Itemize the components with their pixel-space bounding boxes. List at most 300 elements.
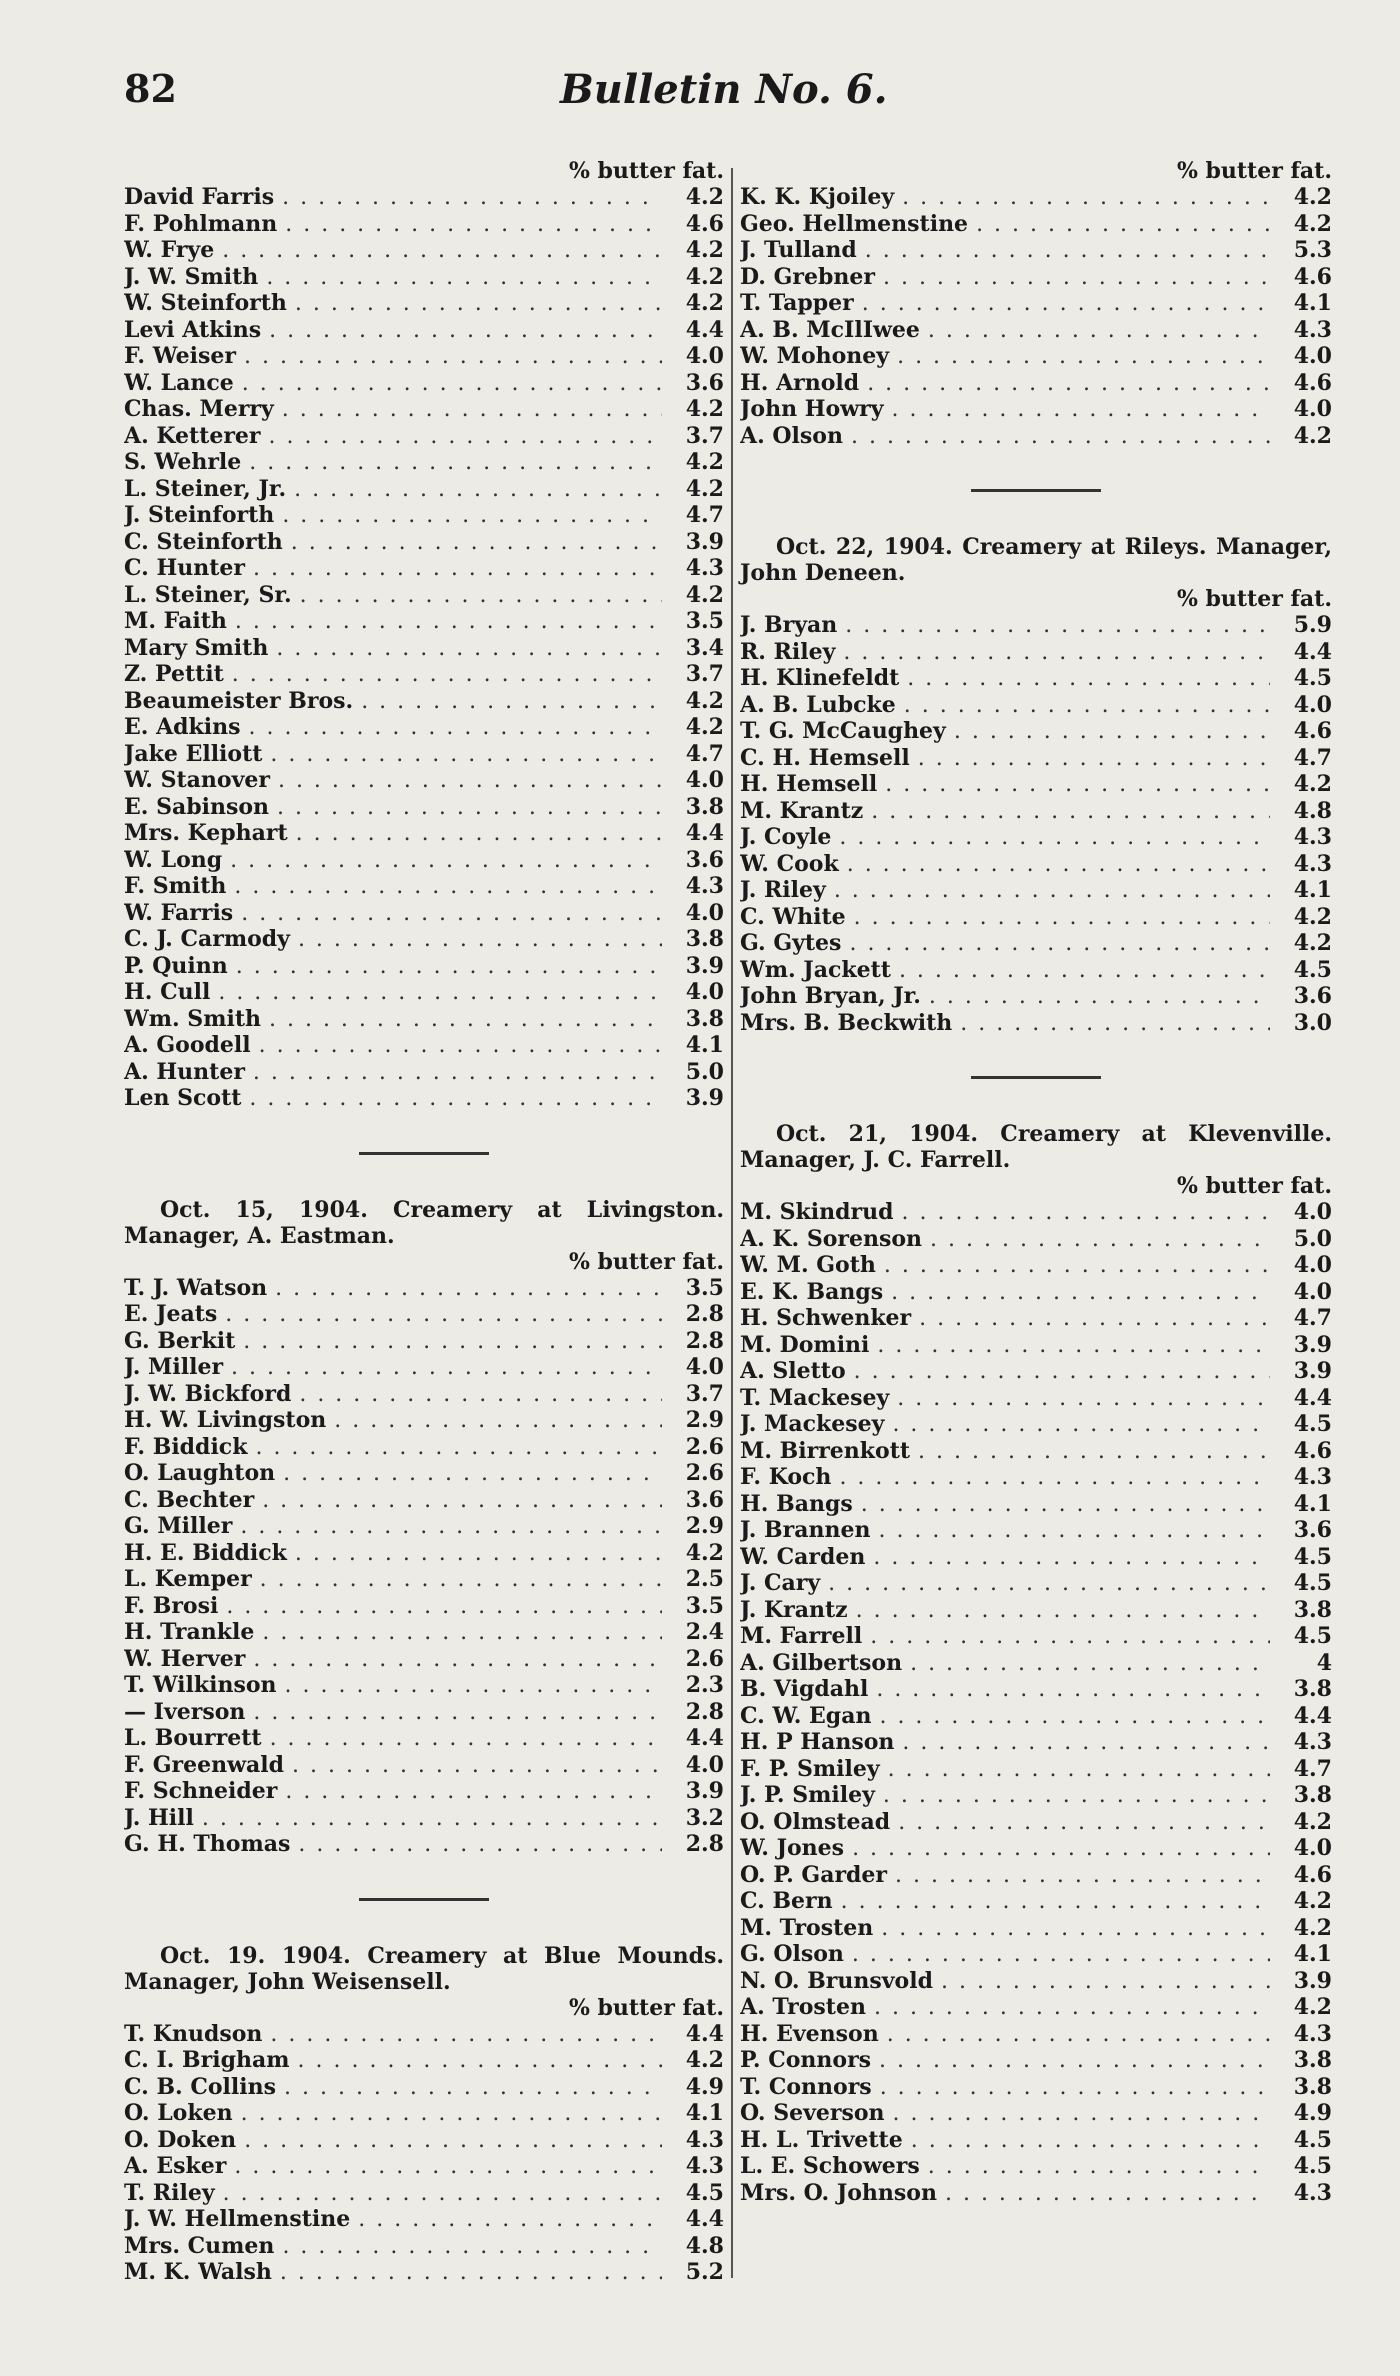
butter-fat-value: 4.2 — [685, 396, 724, 422]
butter-fat-value: 4.3 — [1293, 2179, 1332, 2206]
list-item — [124, 1032, 724, 1059]
list-item — [740, 1623, 1332, 1650]
patron-name: P. Connors — [740, 2047, 872, 2073]
butter-fat-value: 4.1 — [1293, 290, 1332, 316]
leader-dots — [259, 1033, 662, 1059]
list-item — [124, 820, 724, 847]
list-item — [740, 665, 1332, 692]
butter-fat-value: 4.0 — [685, 343, 724, 369]
leader-dots — [902, 1200, 1270, 1226]
butter-fat-value: 4.0 — [1293, 1199, 1332, 1225]
leader-dots — [930, 1227, 1270, 1253]
patron-name: G. Berkit — [124, 1327, 236, 1354]
leader-dots — [226, 1594, 662, 1620]
list-item — [124, 1672, 724, 1699]
patron-name: L. Steiner, Jr. — [124, 475, 287, 502]
section-divider — [359, 1152, 489, 1155]
butter-fat-value: 4.5 — [1293, 2126, 1332, 2153]
leader-dots — [902, 185, 1270, 211]
butter-fat-value: 4.6 — [1293, 718, 1332, 744]
leader-dots — [361, 689, 662, 715]
leader-dots — [885, 772, 1270, 798]
patron-name: J. Steinforth — [124, 502, 275, 528]
patron-name: A. Ketterer — [124, 422, 261, 449]
butter-fat-value: 4.5 — [1293, 956, 1332, 983]
butter-fat-value: 2.9 — [685, 1407, 724, 1433]
leader-dots — [839, 1465, 1270, 1491]
leader-dots — [879, 1704, 1270, 1730]
creamery-section — [124, 158, 724, 1112]
patron-name: S. Wehrle — [124, 449, 242, 475]
leader-dots — [928, 2154, 1270, 2180]
leader-dots — [269, 318, 662, 344]
butter-fat-value: 3.6 — [685, 846, 724, 873]
leader-dots — [904, 693, 1270, 719]
leader-dots — [945, 2181, 1270, 2207]
butter-fat-value: 4.9 — [685, 2073, 724, 2100]
list-item — [124, 317, 724, 344]
list-item — [740, 1597, 1332, 1624]
list-item — [740, 1888, 1332, 1915]
leader-dots — [269, 1007, 662, 1033]
leader-dots — [230, 848, 662, 874]
list-item — [740, 692, 1332, 719]
list-item — [740, 1782, 1332, 1809]
butter-fat-value: 4.0 — [1293, 1835, 1332, 1861]
leader-dots — [236, 954, 662, 980]
butter-fat-value: 4.3 — [1293, 850, 1332, 877]
leader-dots — [834, 878, 1270, 904]
unit-header: % butter fat. — [1176, 586, 1332, 612]
patron-name: J. Miller — [124, 1354, 224, 1380]
patron-name: M. Faith — [124, 608, 227, 634]
list-item — [124, 1540, 724, 1567]
list-item — [740, 1570, 1332, 1597]
patron-name: C. Bern — [740, 1888, 833, 1914]
list-item — [740, 1411, 1332, 1438]
list-item — [740, 1226, 1332, 1253]
butter-fat-value: 4.2 — [1293, 1914, 1332, 1941]
leader-dots — [861, 1492, 1270, 1518]
list-item — [124, 2233, 724, 2260]
patron-name: C. White — [740, 903, 846, 930]
leader-dots — [280, 2260, 662, 2286]
leader-dots — [294, 477, 662, 503]
butter-fat-value: 3.9 — [685, 1778, 724, 1804]
list-item — [740, 1517, 1332, 1544]
leader-dots — [358, 2207, 662, 2233]
patron-name: David Farris — [124, 184, 275, 210]
patron-name: J. Tulland — [740, 237, 857, 263]
leader-dots — [298, 2048, 662, 2074]
leader-dots — [231, 1355, 662, 1381]
leader-dots — [222, 238, 662, 264]
butter-fat-value: 3.0 — [1293, 1009, 1332, 1036]
list-item — [124, 1619, 724, 1646]
leader-dots — [871, 799, 1270, 825]
leader-dots — [884, 1253, 1270, 1279]
patron-name: R. Riley — [740, 638, 836, 665]
patron-name: N. O. Brunsvold — [740, 1967, 933, 1994]
butter-fat-value: 4.2 — [685, 237, 724, 263]
list-item — [124, 582, 724, 609]
butter-fat-value: 4.7 — [1293, 1305, 1332, 1331]
leader-dots — [878, 1518, 1270, 1544]
list-item — [740, 1358, 1332, 1385]
butter-fat-value: 4.4 — [1293, 1384, 1332, 1411]
patron-name: T. Wilkinson — [124, 1672, 277, 1698]
list-item — [124, 873, 724, 900]
butter-fat-value: 4.9 — [1293, 2100, 1332, 2126]
list-item — [740, 1809, 1332, 1836]
butter-fat-value: 4.6 — [1293, 1861, 1332, 1888]
list-item — [124, 688, 724, 715]
right-column — [740, 158, 1332, 2206]
leader-dots — [278, 768, 662, 794]
patron-name: Mrs. Cumen — [124, 2232, 275, 2259]
section-divider — [359, 1898, 489, 1901]
patron-name: G. Gytes — [740, 930, 842, 956]
butter-fat-value: 4.3 — [1293, 1729, 1332, 1755]
patron-name: C. Steinforth — [124, 528, 283, 555]
patron-name: F. Greenwald — [124, 1751, 285, 1778]
list-item — [740, 1862, 1332, 1889]
patron-name: Mrs. B. Beckwith — [740, 1009, 953, 1036]
leader-dots — [897, 344, 1270, 370]
butter-fat-value: 3.9 — [1293, 1358, 1332, 1384]
list-item — [740, 904, 1332, 931]
list-item — [124, 741, 724, 768]
section-title-text: Oct. 22, 1904. Creamery at Rileys. Manager, John Deneen. — [740, 534, 1332, 586]
list-item — [740, 1941, 1332, 1968]
butter-fat-value: 4.2 — [1293, 422, 1332, 449]
leader-dots — [870, 1624, 1270, 1650]
leader-dots — [235, 609, 662, 635]
leader-dots — [253, 1060, 662, 1086]
butter-fat-value: 2.5 — [685, 1566, 724, 1592]
patron-name: M. Trosten — [740, 1914, 874, 1941]
patron-name: J. Cary — [740, 1570, 821, 1596]
leader-dots — [960, 1011, 1270, 1037]
patron-name: Z. Pettit — [124, 661, 224, 687]
leader-dots — [865, 238, 1270, 264]
leader-dots — [285, 1779, 662, 1805]
leader-dots — [292, 1753, 662, 1779]
patron-name: J. Bryan — [740, 612, 838, 638]
patron-name: O. Severson — [740, 2100, 885, 2126]
butter-fat-value: 2.8 — [685, 1831, 724, 1857]
butter-fat-value: 4.2 — [685, 475, 724, 502]
list-item — [124, 900, 724, 927]
butter-fat-value: 3.8 — [1293, 1782, 1332, 1808]
leader-dots — [897, 1386, 1270, 1412]
list-item — [740, 290, 1332, 317]
butter-fat-value: 4.3 — [685, 2153, 724, 2179]
butter-fat-value: 4.2 — [685, 1539, 724, 1566]
butter-fat-value: 2.3 — [685, 1672, 724, 1698]
list-item — [124, 926, 724, 953]
butter-fat-value: 4.1 — [1293, 1490, 1332, 1517]
butter-fat-value: 4.4 — [685, 2206, 724, 2232]
patron-name: C. Hunter — [124, 555, 245, 581]
creamery-section — [124, 1898, 724, 2286]
leader-dots — [862, 291, 1270, 317]
patron-name: H. Trankle — [124, 1619, 255, 1645]
leader-dots — [241, 901, 662, 927]
patron-name: M. Skindrud — [740, 1199, 894, 1225]
section-title — [124, 1197, 724, 1249]
patron-name: Mrs. O. Johnson — [740, 2179, 937, 2206]
leader-dots — [282, 397, 662, 423]
patron-name: C. I. Brigham — [124, 2047, 290, 2073]
list-item — [740, 957, 1332, 984]
list-item — [124, 555, 724, 582]
list-item — [740, 718, 1332, 745]
list-item — [740, 1010, 1332, 1037]
patron-name: T. G. McCaughey — [740, 718, 946, 744]
butter-fat-value: 4.4 — [1293, 1702, 1332, 1729]
list-item — [124, 1752, 724, 1779]
list-item — [740, 343, 1332, 370]
patron-name: J. Riley — [740, 877, 826, 903]
butter-fat-value: 3.6 — [1293, 983, 1332, 1009]
list-item — [124, 661, 724, 688]
patron-name: Beaumeister Bros. — [124, 687, 354, 714]
butter-fat-value: 4.3 — [685, 2126, 724, 2153]
butter-fat-value: 5.0 — [685, 1058, 724, 1085]
list-item — [124, 1407, 724, 1434]
butter-fat-value: 4.5 — [685, 2179, 724, 2206]
leader-dots — [929, 984, 1270, 1010]
list-item — [124, 264, 724, 291]
patron-name: H. Klinefeldt — [740, 665, 900, 691]
leader-dots — [244, 344, 662, 370]
patron-name: L. Steiner, Sr. — [124, 581, 292, 608]
leader-dots — [880, 2075, 1270, 2101]
butter-fat-value: 2.4 — [685, 1619, 724, 1645]
butter-fat-value: 5.2 — [685, 2259, 724, 2285]
section-title-text: Oct. 15, 1904. Creamery at Livingston. Manager, A. Eastman. — [124, 1196, 724, 1249]
patron-name: A. B. Lubcke — [740, 691, 896, 718]
list-item — [740, 237, 1332, 264]
list-item — [740, 264, 1332, 291]
list-item — [740, 1464, 1332, 1491]
leader-dots — [253, 1647, 662, 1673]
patron-name: A. Olson — [740, 422, 843, 449]
patron-name: E. Sabinson — [124, 793, 270, 820]
list-item — [740, 1756, 1332, 1783]
butter-fat-value: 4.0 — [685, 1354, 724, 1380]
list-item — [740, 1650, 1332, 1677]
list-item — [740, 1915, 1332, 1942]
list-item — [124, 979, 724, 1006]
unit-header: % butter fat. — [1176, 1173, 1332, 1199]
butter-fat-value: 4.2 — [1293, 210, 1332, 237]
leader-dots — [253, 1700, 662, 1726]
patron-name: H. Arnold — [740, 369, 860, 396]
patron-name: G. H. Thomas — [124, 1831, 291, 1857]
patron-name: C. W. Egan — [740, 1702, 872, 1729]
leader-dots — [296, 821, 662, 847]
patron-name: F. Biddick — [124, 1433, 248, 1460]
butter-fat-value: 4.8 — [685, 2232, 724, 2259]
section-title — [740, 534, 1332, 586]
patron-name: O. Loken — [124, 2100, 233, 2126]
patron-name: W. Cook — [740, 850, 839, 877]
list-item — [124, 211, 724, 238]
list-item — [740, 1332, 1332, 1359]
butter-fat-value: 4.3 — [1293, 316, 1332, 343]
leader-dots — [300, 583, 662, 609]
leader-dots — [847, 852, 1270, 878]
butter-fat-value: 4.6 — [1293, 1437, 1332, 1464]
leader-dots — [283, 1461, 662, 1487]
patron-name: W. Frye — [124, 237, 215, 263]
patron-name: W. Herver — [124, 1645, 246, 1672]
butter-fat-value: 3.8 — [1293, 1676, 1332, 1702]
patron-name: H. Cull — [124, 979, 211, 1005]
butter-fat-value: 3.8 — [685, 926, 724, 952]
butter-fat-value: 3.9 — [1293, 1967, 1332, 1994]
list-item — [740, 745, 1332, 772]
list-item — [124, 608, 724, 635]
butter-fat-value: 3.8 — [1293, 2047, 1332, 2073]
butter-fat-value: 4.3 — [685, 873, 724, 899]
list-item — [124, 1085, 724, 1112]
patron-name: A. B. McIlIwee — [740, 316, 920, 343]
patron-name: L. Kemper — [124, 1566, 252, 1592]
patron-name: Mrs. Kephart — [124, 820, 288, 846]
butter-fat-value: 3.8 — [1293, 1596, 1332, 1623]
leader-dots — [898, 1810, 1270, 1836]
list-item — [740, 771, 1332, 798]
unit-header: % butter fat. — [568, 158, 724, 184]
leader-dots — [919, 1306, 1270, 1332]
patron-name: H. Evenson — [740, 2020, 879, 2047]
patron-name: H. Schwenker — [740, 1305, 912, 1331]
butter-fat-value: 4.2 — [1293, 930, 1332, 956]
list-item — [740, 317, 1332, 344]
list-item — [124, 2206, 724, 2233]
butter-fat-value: 3.9 — [685, 952, 724, 979]
list-item — [740, 211, 1332, 238]
butter-fat-value: 4.4 — [685, 820, 724, 846]
butter-fat-value: 5.0 — [1293, 1225, 1332, 1252]
list-item — [124, 1805, 724, 1832]
leader-dots — [851, 424, 1270, 450]
leader-dots — [891, 1280, 1270, 1306]
butter-fat-value: 4.0 — [1293, 691, 1332, 718]
section-divider — [971, 1076, 1101, 1079]
butter-fat-value: 4.2 — [1293, 1888, 1332, 1914]
left-column — [124, 158, 724, 2286]
butter-fat-value: 4.5 — [1293, 1623, 1332, 1649]
list-item — [740, 2153, 1332, 2180]
patron-name: O. Doken — [124, 2126, 237, 2153]
list-item — [124, 423, 724, 450]
butter-fat-value: 4.6 — [1293, 369, 1332, 396]
butter-fat-value: 2.6 — [685, 1645, 724, 1672]
butter-fat-value: 3.8 — [685, 793, 724, 820]
leader-dots — [253, 556, 662, 582]
list-item — [740, 2180, 1332, 2207]
butter-fat-value: 3.6 — [685, 1486, 724, 1513]
patron-name: Chas. Merry — [124, 396, 274, 422]
butter-fat-value: 4.7 — [685, 502, 724, 528]
list-item — [124, 847, 724, 874]
patron-name: W. Farris — [124, 899, 234, 926]
butter-fat-value: 4.7 — [685, 740, 724, 767]
leader-dots — [285, 1673, 662, 1699]
butter-fat-value: 4.2 — [685, 263, 724, 290]
list-item — [740, 1491, 1332, 1518]
leader-dots — [841, 1889, 1270, 1915]
butter-fat-value: 3.8 — [685, 1005, 724, 1032]
patron-name: J. Coyle — [740, 824, 832, 850]
leader-dots — [249, 1086, 662, 1112]
patron-name: M. Farrell — [740, 1623, 863, 1649]
list-item — [740, 1252, 1332, 1279]
patron-name: E. K. Bangs — [740, 1278, 884, 1305]
leader-dots — [928, 318, 1270, 344]
leader-dots — [876, 1677, 1270, 1703]
list-item — [124, 290, 724, 317]
list-item — [740, 396, 1332, 423]
patron-name: O. Olmstead — [740, 1808, 891, 1835]
leader-dots — [298, 927, 662, 953]
list-item — [740, 2100, 1332, 2127]
leader-dots — [262, 1488, 662, 1514]
leader-dots — [879, 2048, 1270, 2074]
butter-fat-value: 3.4 — [685, 634, 724, 661]
patron-name: A. K. Sorenson — [740, 1225, 923, 1252]
leader-dots — [854, 905, 1270, 931]
list-item — [124, 1460, 724, 1487]
patron-name: L. Bourrett — [124, 1725, 262, 1751]
butter-fat-value: 4.0 — [1293, 1252, 1332, 1278]
butter-fat-value: 4.3 — [1293, 824, 1332, 850]
butter-fat-value: 4.2 — [685, 687, 724, 714]
patron-name: H. W. Livingston — [124, 1407, 327, 1433]
leader-dots — [856, 1598, 1270, 1624]
leader-dots — [260, 1567, 662, 1593]
patron-name: W. Lance — [124, 369, 234, 396]
patron-name: P. Quinn — [124, 952, 228, 979]
list-item — [740, 851, 1332, 878]
list-item — [740, 877, 1332, 904]
butter-fat-value: 4.2 — [685, 581, 724, 608]
patron-name: A. Goodell — [124, 1032, 251, 1058]
butter-fat-value: 4.0 — [685, 979, 724, 1005]
patron-name: Levi Atkins — [124, 316, 262, 343]
patron-name: T. J. Watson — [124, 1274, 268, 1301]
patron-name: A. Esker — [124, 2153, 227, 2179]
list-item — [124, 2100, 724, 2127]
leader-dots — [883, 1783, 1270, 1809]
butter-fat-value: 4.4 — [685, 1725, 724, 1751]
patron-name: H. Hemsell — [740, 771, 878, 797]
patron-name: F. Pohlmann — [124, 210, 278, 237]
list-item — [124, 184, 724, 211]
creamery-section — [740, 489, 1332, 1036]
patron-name: J. Hill — [124, 1804, 194, 1831]
list-item — [124, 2127, 724, 2154]
leader-dots — [883, 265, 1270, 291]
list-item — [124, 1328, 724, 1355]
patron-name: A. Trosten — [740, 1994, 866, 2020]
list-item — [740, 2047, 1332, 2074]
patron-name: J. W. Hellmenstine — [124, 2206, 351, 2232]
